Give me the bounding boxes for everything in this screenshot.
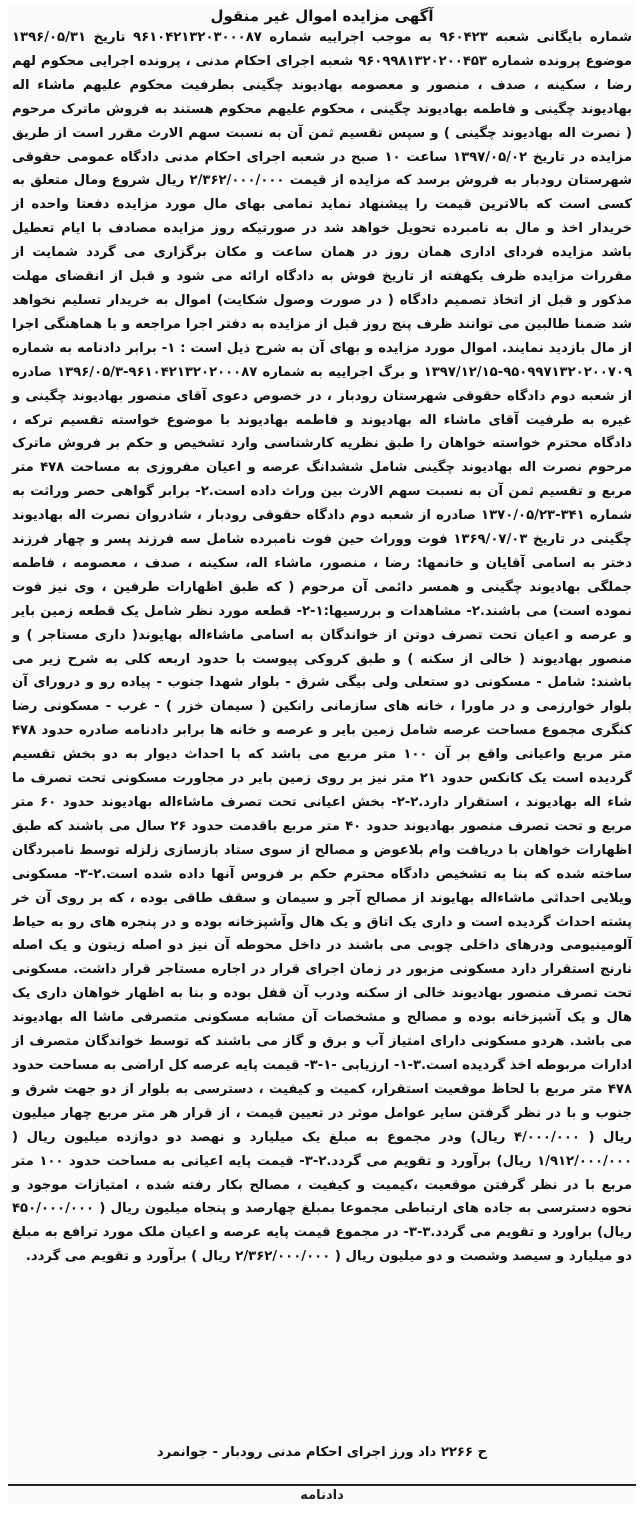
notice-footer: ح ۲۲۶۶ داد ورز اجرای احکام مدنی رودبار - جوانمرد bbox=[156, 1445, 488, 1460]
next-notice-heading: دادنامه bbox=[300, 1488, 344, 1503]
newspaper-notice bbox=[8, 4, 636, 1504]
notice-title: آگهی مزایده اموال غیر منقول bbox=[210, 7, 434, 25]
footer-divider bbox=[8, 1484, 636, 1486]
notice-body: شماره بایگانی شعبه ۹۶۰۴۲۳ به موجب اجراییه شماره ۹۶۱۰۴۲۱۳۲۰۳۰۰۰۸۷ تاریخ ۱۳۹۶/۰۵/۳۱ موضوع پرونده شماره ۹۶۰۹۹۸۱۳۲۰۲۰۰۴۵۳ شعبه اجرای احکام مدنی ، پرونده اجرایی محکوم لهم رضا ، سکینه ، صدف ، منصور و معصومه بهادیوند چگینی بطرفیت محکوم علیهم ماشاء اله بهادیوند چگینی و فاطمه بهادیوند چگینی ، محکوم علیهم محکوم هستند به فروش ماترک مرحوم ( نصرت اله بهادیوند چگینی ) و سپس تقسیم ثمن آن به نسبت سهم الارث مقرر است از طریق مزایده در تاریخ ۱۳۹۷/۰۵/۰۲ ساعت ۱۰ صبح در شعبه اجرای احکام مدنی دادگاه عمومی حقوقی شهرستان رودبار به فروش برسد که مزایده از قیمت ۲/۳۶۲/۰۰۰/۰۰۰ ریال شروع ومال متعلق به کسی است که بالاترین قیمت را پیشنهاد نماید تمامی بهای مال مورد مزایده دفعتا واحده از خریدار اخذ و مال به نامبرده تحویل خواهد شد در صورتیکه روز مزایده مصادف با ایام تعطیل باشد مزایده فردای اداری همان روز در همان ساعت و مکان برگزاری می گردد شمایت از مقررات مزایده ظرف یکهفته از تاریخ فوش به دادگاه ارائه می شود و قبل از انقضای مهلت مذکور و قبل از اتخاذ تصمیم دادگاه ( در صورت وصول شکایت) اموال به خریدار تسلیم نخواهد شد ضمنا طالبین می توانند ظرف پنج روز قبل از مزایده به دفتر اجرا مراجعه و با هماهنگی اجرا از مال بازدید نمایند. اموال مورد مزایده و بهای آن به شرح ذیل است : ۱- برابر دادنامه به شماره ۹۵۰۹۹۷۱۳۲۰۲۰۰۷۰۹-۱۳۹۷/۱۲/۱۵ و برگ اجراییه به شماره ۹۶۱۰۴۲۱۳۲۰۲۰۰۰۸۷-۱۳۹۶/۰۵/۳ صادره از شعبه دوم دادگاه حقوقی شهرستان رودبار ، در خصوص دعوی آقای منصور بهادیوند چگینی و غیره به طرفیت آقای ماشاء اله بهادیوند و فاطمه بهادیوند با موضوع خواسته تقسیم ترکه ، دادگاه محترم خواسته خواهان را طبق نظریه کارشناسی وارد تشخیص و حکم بر فروش ماترک مرحوم نصرت اله بهادیوند چگینی شامل ششدانگ عرصه و اعیان مفروزی به مساحت ۴۷۸ متر مربع و تقسیم ثمن آن به نسبت سهم الارث بین وراث داده است.۲- برابر گواهی حصر وراثت به شماره ۳۴۱-۱۳۷۰/۰۵/۲۳ صادره از شعبه دوم دادگاه حقوقی رودبار ، شادروان نصرت اله بهادیوند چگینی در تاریخ ۱۳۶۹/۰۷/۰۳ فوت ووراث حین فوت نامبرده شامل سه فرزند پسر و چهار فرزند دختر به اسامی آقایان و خانمها: رضا ، منصور، ماشاء اله، سکینه ، صدف ، معصومه ، فاطمه جملگی بهادیوند چگینی و همسر دائمی آن مرحوم ( که طبق اظهارات طرفین ، وی نیز فوت نموده است) می باشند.۲- مشاهدات و بررسیها:۱-۲- قطعه مورد نظر شامل یک قطعه زمین بایر و عرصه و اعیان تحت تصرف دوتن از خواندگان به اسامی ماشاءاله بهایوند( داری مستاجر ) و منصور بهادیوند ( خالی از سکنه ) و طبق کروکی پیوست با حدود اربعه کلی به شرح زیر می باشند: شامل - مسکونی دو ستعلی ولی بیگی شرق - بلوار شهدا جنوب - پیاده رو و درورای آن بلوار خوارزمی و در ماورا ، خانه های سازمانی رانکین ( سیمان خزر ) - غرب - مسکونی رضا کنگری مجموع مساحت عرصه شامل زمین بایر و عرصه و خانه ها برابر دادنامه صادره حدود ۴۷۸ متر مربع واعیانی واقع بر آن ۱۰۰ متر مربع می باشد که با احداث دیوار به دو بخش تقسیم گردیده است یک کانکس حدود ۲۱ متر نیز بر روی زمین بایر در مجاورت مسکونی تحت تصرف ما شاء اله بهادیوند ، استقرار دارد.۲-۲- بخش اعیانی تحت تصرف ماشاءاله بهادیوند حدود ۶۰ متر مربع و تحت تصرف منصور بهادیوند حدود ۴۰ متر مربع باقدمت حدود ۲۶ سال می باشند که طبق اظهارات خواهان با دریافت وام بلاعوض و مصالح از سوی ستاد بازسازی زلزله توسط نامبردگان ساخته شده که بنا به تشخیص دادگاه محترم حکم بر فروس آنها داده شده است.۲-۳- مسکونی ویلایی احداثی ماشاءاله بهایوند از مصالح آجر و سیمان و سقف طاقی بوده ، که بر روی آن خر پشته احداث گردیده است و داری یک اتاق و یک هال وآشپزخانه بوده و در پنجره های رو به حیاط آلومینیومی ودرهای داخلی چوبی می باشند در داخل محوطه آن نیز دو اصله زیتون و یک اصله نارنج استقرار دارد مسکونی مزبور در زمان اجرای قرار در اجاره مستاجر قرار داشت. مسکونی تحت تصرف منصور بهادیوند خالی از سکنه ودرب آن قفل بوده و بنا به اظهار خواهان داری یک هال و یک آشپزخانه بوده و مصالح و مشخصات آن مشابه مسکونی متصرفی ماشا اله بهادیوند می باشد. هردو مسکونی دارای امتیاز آب و برق و گاز می باشند که توسط خواندگان متصرف از ادارات مربوطه اخذ گردیده است.۳-۱- ارزیابی -۱-۳- قیمت پایه عرصه کل اراضی به مساحت حدود ۴۷۸ متر مربع با لحاظ موقعیت استقرار، کمیت و کیفیت ، دسترسی به بلوار از دو جهت شرق و جنوب و با در نظر گرفتن سایر عوامل موثر در تعیین قیمت ، از قرار هر متر مربع چهار میلیون ریال ( ۴/۰۰۰/۰۰۰ ریال) ودر مجموع به مبلغ یک میلیارد و نهصد دو دوازده میلیون ریال ( ۱/۹۱۲/۰۰۰/۰۰۰ ریال) برآورد و تقویم می گردد.۲-۳- قیمت پایه اعیانی به مساحت حدود ۱۰۰ متر مربع با در نظر گرفتن موقعیت ،کیمیت و کیفیت ، مصالح بکار رفته شده ، امتیازات موجود و نحوه دسترسی به جاده های ارتباطی مجموعا بمبلغ چهارصد و پنجاه میلیون ریال ( ۴۵۰/۰۰۰/۰۰۰ ریال) براورد و تقویم می گردد.۳-۳- در مجموع قیمت پایه عرصه و اعیان ملک مورد ترافع به مبلغ دو میلیارد و سیصد وشصت و دو میلیون ریال ( ۲/۳۶۲/۰۰۰/۰۰۰ ریال ) برآورد و تقویم می گردد. bbox=[12, 30, 633, 1265]
